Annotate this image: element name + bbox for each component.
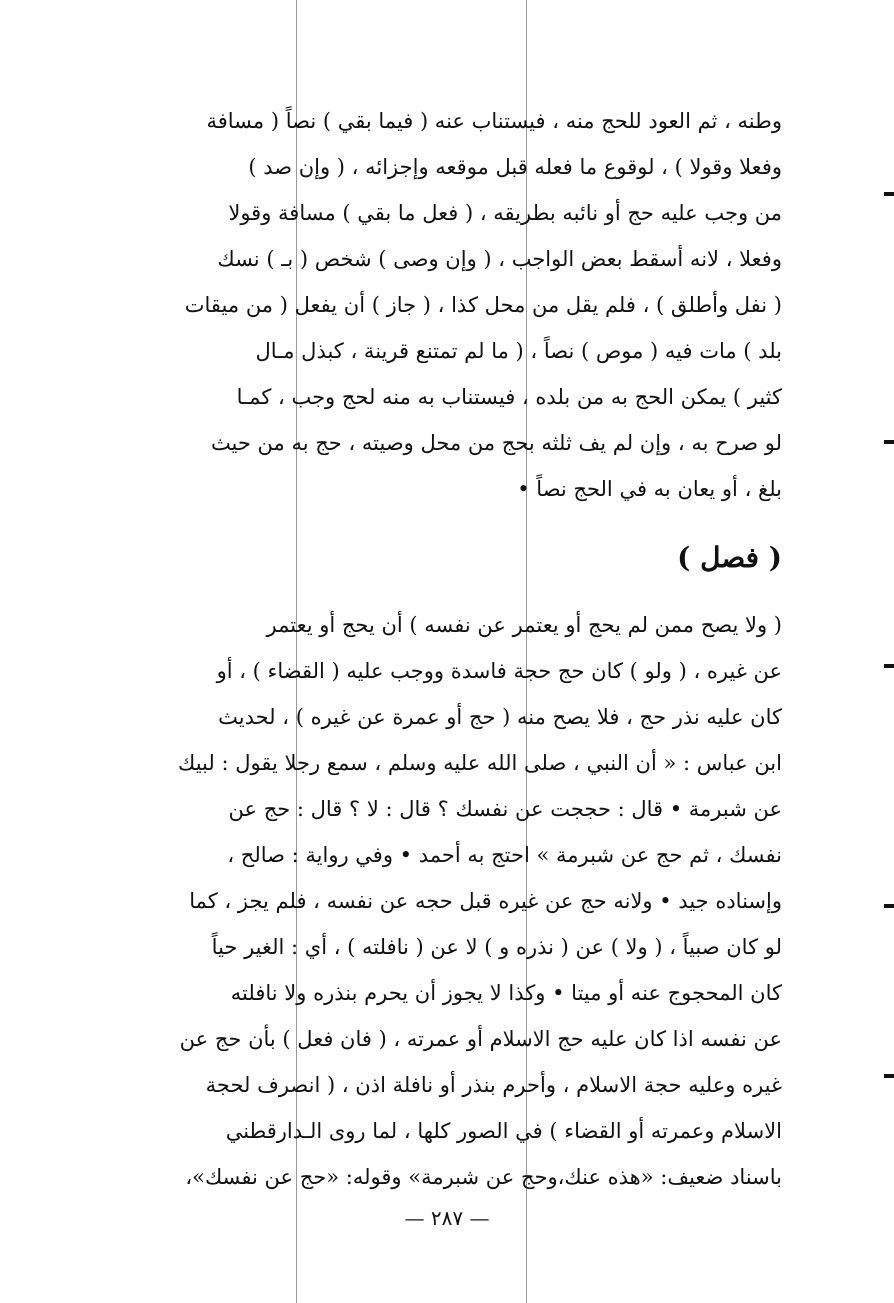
text-line: لو صرح به ، وإن لم يف ثلثه بحج من محل وصيته ، حج به من حيث: [210, 431, 782, 455]
text-line: وفعلا ، لانه أسقط بعض الواجب ، ( وإن وصى ) شخص ( بـ ) نسك: [217, 247, 782, 271]
margin-mark: [884, 664, 894, 668]
text-line: كان المحجوج عنه أو ميتا • وكذا لا يجوز أن يحرم بنذره ولا نافلته: [230, 981, 782, 1005]
margin-mark: [884, 440, 894, 444]
text-line: بلد ) مات فيه ( موص ) نصاً ، ( ما لم تمتنع قرينة ، كبذل مـال: [255, 339, 782, 363]
section-heading: ( فصل ): [677, 541, 782, 574]
text-line: ( نفل وأطلق ) ، فلم يقل من محل كذا ، ( جاز ) أن يفعل ( من ميقات: [184, 293, 782, 317]
page-body: [130, 98, 782, 1200]
page-number: — ٢٨٧ —: [404, 1206, 490, 1230]
text-line: ابن عباس : « أن النبي ، صلى الله عليه وسلم ، سمع رجلا يقول : لبيك: [178, 751, 782, 775]
paragraph-2: [130, 602, 782, 1200]
text-line: ( ولا يصح ممن لم يحج أو يعتمر عن نفسه ) أن يحج أو يعتمر: [266, 613, 782, 637]
text-line: نفسك ، ثم حج عن شبرمة » احتج به أحمد • وفي رواية : صالح ،: [227, 843, 782, 867]
text-line: باسناد ضعيف: «هذه عنك،وحج عن شبرمة» وقوله: «حج عن نفسك»،: [185, 1165, 782, 1189]
text-line: عن شبرمة • قال : حججت عن نفسك ؟ قال : لا ؟ قال : حج عن: [228, 797, 782, 821]
text-line: الاسلام وعمرته أو القضاء ) في الصور كلها ، لما روى الـدارقطني: [225, 1119, 782, 1143]
text-line: لو كان صبياً ، ( ولا ) عن ( نذره و ) لا عن ( نافلته ) ، أي : الغير حياً: [211, 935, 782, 959]
text-line: بلغ ، أو يعان به في الحج نصاً •: [517, 477, 782, 501]
text-line: من وجب عليه حج أو نائبه بطريقه ، ( فعل ما بقي ) مسافة وقولا: [228, 201, 782, 225]
text-line: وطنه ، ثم العود للحج منه ، فيستناب عنه ( فيما بقي ) نصاً ( مسافة: [206, 109, 782, 133]
margin-mark: [884, 904, 894, 908]
text-line: وفعلا وقولا ) ، لوقوع ما فعله قبل موقعه وإجزائه ، ( وإن صد ): [248, 155, 782, 179]
text-line: وإسناده جيد • ولانه حج عن غيره قبل حجه عن نفسه ، فلم يجز ، كما: [189, 889, 782, 913]
paragraph-1: [130, 98, 782, 512]
text-line: غيره وعليه حجة الاسلام ، وأحرم بنذر أو نافلة اذن ، ( انصرف لحجة: [205, 1073, 782, 1097]
text-line: عن غيره ، ( ولو ) كان حج حجة فاسدة ووجب عليه ( القضاء ) ، أو: [216, 659, 782, 683]
margin-mark: [884, 1074, 894, 1078]
text-line: عن نفسه اذا كان عليه حج الاسلام أو عمرته ، ( فان فعل ) بأن حج عن: [179, 1027, 782, 1051]
text-line: كان عليه نذر حج ، فلا يصح منه ( حج أو عمرة عن غيره ) ، لحديث: [218, 705, 782, 729]
margin-mark: [884, 192, 894, 196]
text-line: كثير ) يمكن الحج به من بلده ، فيستناب به منه لحج وجب ، كمـا: [236, 385, 782, 409]
